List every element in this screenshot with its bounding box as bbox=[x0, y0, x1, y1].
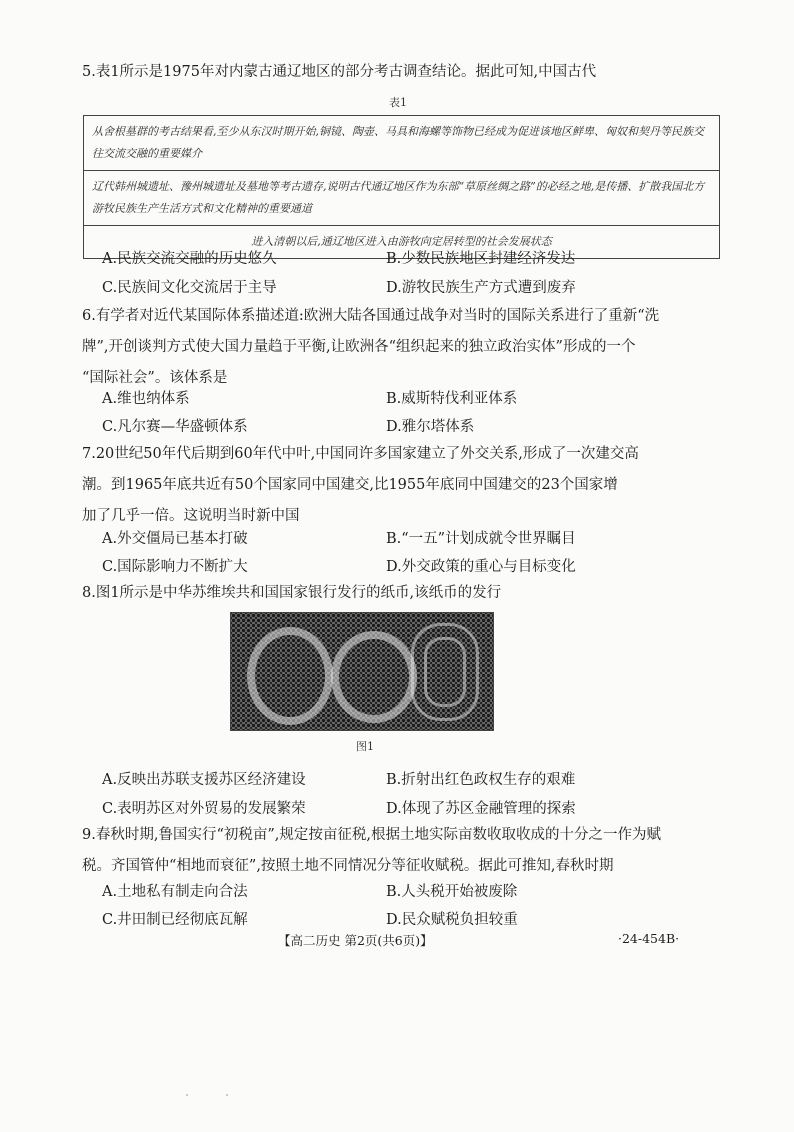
option-d[interactable]: D.民众赋税负担较重 bbox=[386, 912, 518, 928]
scan-speck bbox=[226, 1094, 228, 1096]
table-1 bbox=[83, 115, 720, 259]
option-a[interactable]: A.土地私有制走向合法 bbox=[102, 884, 248, 900]
question-8-stem: 8.图1所示是中华苏维埃共和国国家银行发行的纸币,该纸币的发行 bbox=[82, 585, 502, 601]
question-9-options-row-1 bbox=[102, 880, 722, 908]
question-6-line: 牌”,开创谈判方式使大国力量趋于平衡,让欧洲各“组织起来的独立政治实体”形成的一个 bbox=[82, 339, 636, 355]
table-row bbox=[84, 116, 720, 171]
question-5-stem: 5.表1所示是1975年对内蒙古通辽地区的部分考古调查结论。据此可知,中国古代 bbox=[82, 64, 597, 80]
footer-page-info: 【高二历史 第2页(共6页)】 bbox=[278, 933, 433, 948]
question-9 bbox=[82, 820, 722, 882]
option-a[interactable]: A.民族交流交融的历史悠久 bbox=[102, 251, 277, 267]
scan-speck bbox=[186, 1094, 188, 1096]
option-b[interactable]: B.少数民族地区封建经济发达 bbox=[386, 251, 576, 267]
question-7-line: 加了几乎一倍。这说明当时新中国 bbox=[82, 508, 300, 524]
question-7-line: 7.20世纪50年代后期到60年代中叶,中国同许多国家建立了外交关系,形成了一次建交高 bbox=[82, 446, 639, 462]
option-d[interactable]: D.外交政策的重心与目标变化 bbox=[386, 559, 576, 575]
question-9-line: 税。齐国管仲“相地而衰征”,按照土地不同情况分等征收赋税。据此可推知,春秋时期 bbox=[82, 858, 614, 874]
banknote-inner-frame bbox=[424, 637, 466, 707]
option-c[interactable]: C.民族间文化交流居于主导 bbox=[102, 280, 277, 296]
option-b[interactable]: B.折射出红色政权生存的艰难 bbox=[386, 772, 576, 788]
question-7-options-row-1 bbox=[102, 527, 722, 555]
question-8-options-row-1 bbox=[102, 768, 722, 796]
question-5 bbox=[82, 57, 722, 88]
option-a[interactable]: A.外交僵局已基本打破 bbox=[102, 531, 248, 547]
option-d[interactable]: D.雅尔塔体系 bbox=[386, 419, 475, 435]
footer-code: ·24-454B· bbox=[618, 931, 680, 946]
question-7 bbox=[82, 439, 722, 532]
question-8 bbox=[82, 578, 722, 609]
option-b[interactable]: B.“一五”计划成就令世界瞩目 bbox=[386, 531, 576, 547]
table-cell: 进入清朝以后,通辽地区进入由游牧向定居转型的社会发展状态 bbox=[84, 226, 720, 259]
option-d[interactable]: D.游牧民族生产方式遭到废弃 bbox=[386, 280, 576, 296]
question-6-line: 6.有学者对近代某国际体系描述道:欧洲大陆各国通过战争对当时的国际关系进行了重新“洗 bbox=[82, 308, 660, 324]
question-6-options-row-1 bbox=[102, 387, 722, 415]
table-cell: 从舍根墓群的考古结果看,至少从东汉时期开始,铜镜、陶壶、马具和海螺等饰物已经成为促进该地区鲜卑、匈奴和契丹等民族交往交流交融的重要媒介 bbox=[84, 116, 720, 171]
question-9-line: 9.春秋时期,鲁国实行“初税亩”,规定按亩征税,根据土地实际亩数收取收成的十分之一作为赋 bbox=[82, 827, 661, 843]
question-7-line: 潮。到1965年底共近有50个国家同中国建交,比1955年底同中国建交的23个国家增 bbox=[82, 477, 618, 493]
question-5-options-row-2 bbox=[102, 276, 722, 304]
option-b[interactable]: B.威斯特伐利亚体系 bbox=[386, 391, 518, 407]
table-1-caption: 表1 bbox=[389, 96, 407, 109]
option-c[interactable]: C.国际影响力不断扩大 bbox=[102, 559, 248, 575]
option-c[interactable]: C.凡尔赛—华盛顿体系 bbox=[102, 419, 248, 435]
option-a[interactable]: A.维也纳体系 bbox=[102, 391, 190, 407]
option-d[interactable]: D.体现了苏区金融管理的探索 bbox=[386, 801, 576, 817]
banknote-image bbox=[230, 612, 494, 731]
question-5-options-row-1 bbox=[102, 247, 722, 275]
figure-1-caption: 图1 bbox=[356, 740, 374, 753]
banknote-oval-center bbox=[331, 631, 417, 723]
question-6 bbox=[82, 301, 722, 394]
option-b[interactable]: B.人头税开始被废除 bbox=[386, 884, 518, 900]
option-a[interactable]: A.反映出苏联支援苏区经济建设 bbox=[102, 772, 306, 788]
banknote-oval-left bbox=[247, 627, 333, 725]
table-cell: 辽代韩州城遗址、豫州城遗址及墓地等考古遗存,说明古代通辽地区作为东部“草原丝绸之路”的必经之地,是传播、扩散我国北方游牧民族生产生活方式和文化精神的重要通道 bbox=[84, 171, 720, 226]
question-6-line: “国际社会”。该体系是 bbox=[82, 370, 228, 386]
option-c[interactable]: C.表明苏区对外贸易的发展繁荣 bbox=[102, 801, 306, 817]
option-c[interactable]: C.井田制已经彻底瓦解 bbox=[102, 912, 248, 928]
table-row bbox=[84, 171, 720, 226]
